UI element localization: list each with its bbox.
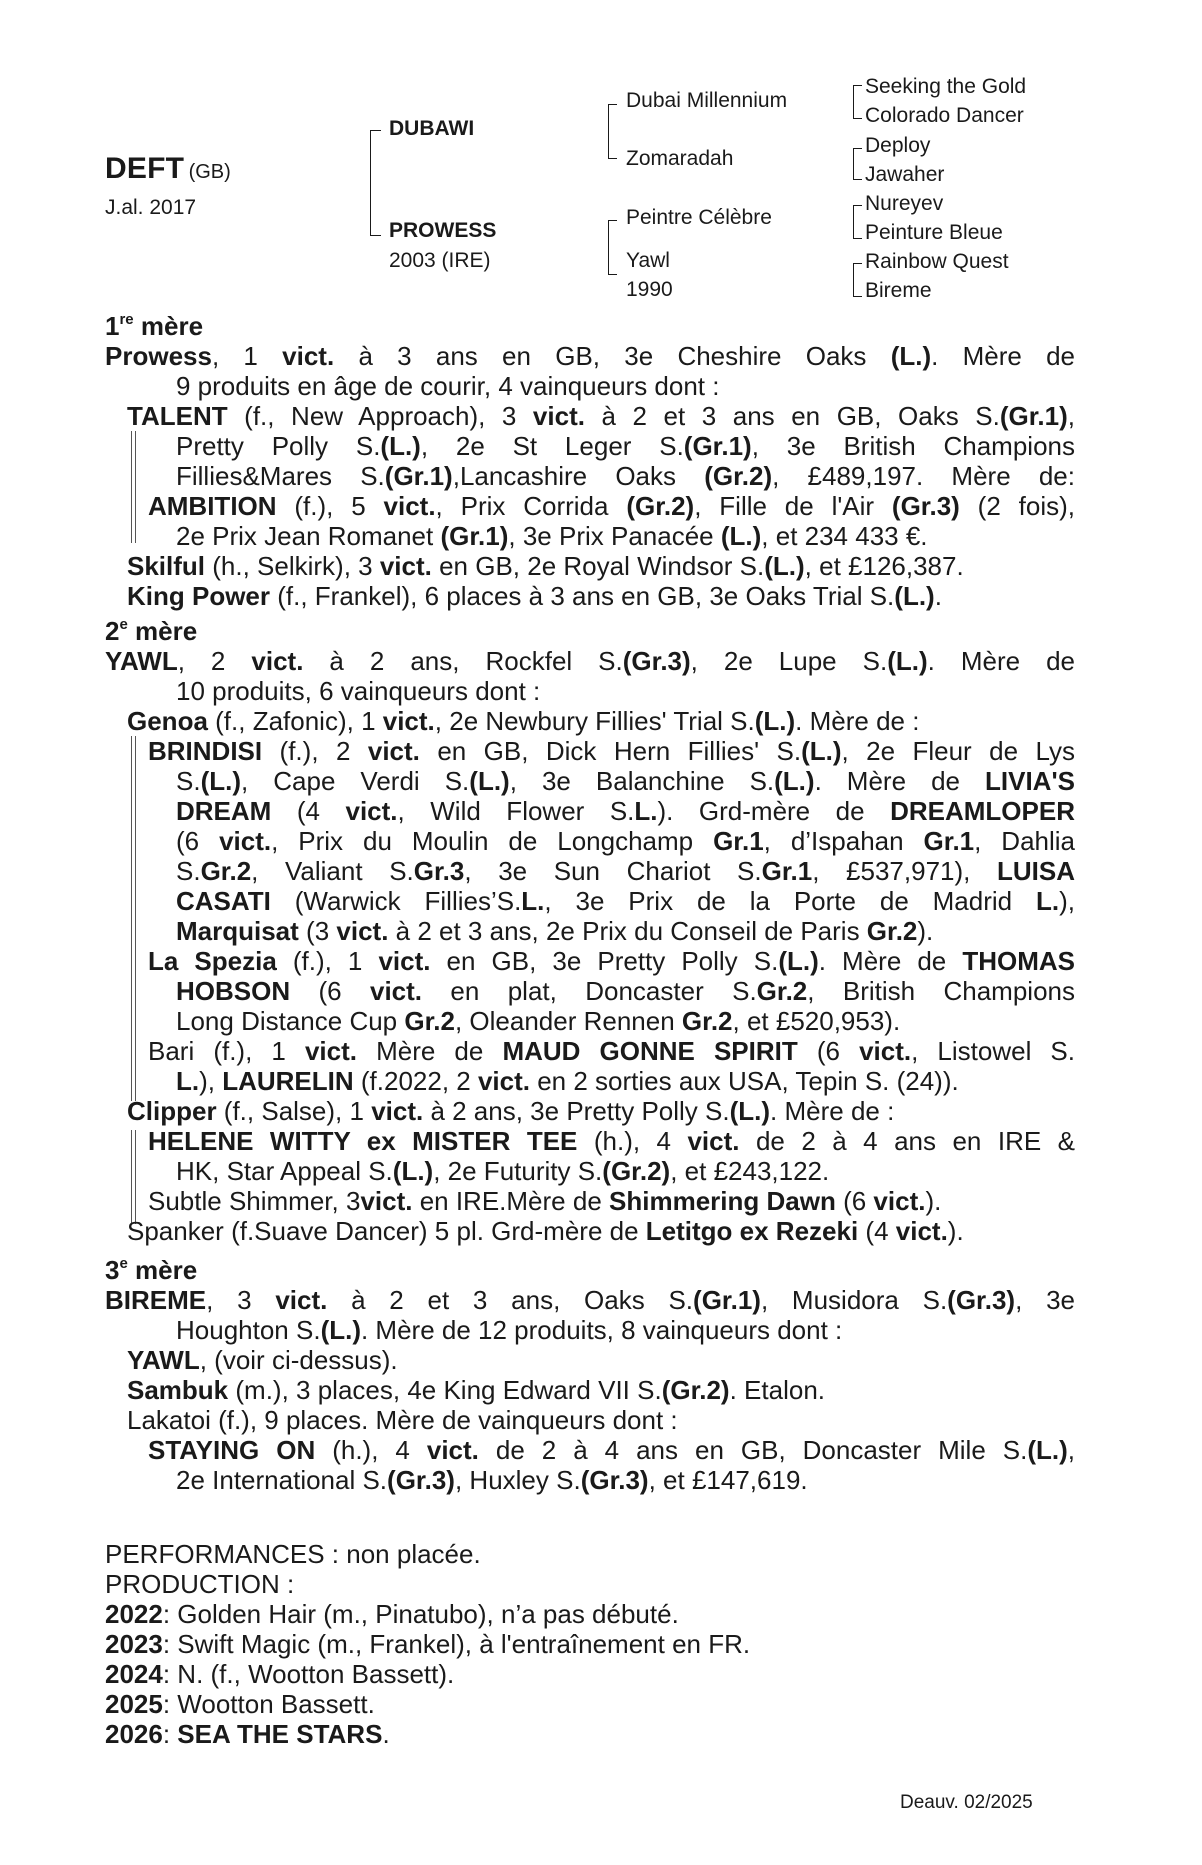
text: (6	[290, 976, 370, 1006]
text: (2 fois),	[959, 491, 1075, 521]
bold-text: (L.)	[754, 706, 796, 736]
performances: PERFORMANCES : non placée.	[105, 1539, 481, 1569]
gen2-sire-sire: Dubai Millennium	[626, 89, 788, 112]
bold-text: DREAMLOPER	[890, 796, 1075, 826]
bold-text: Gr.3	[413, 856, 465, 886]
production-item	[105, 1629, 1202, 1659]
text: ).	[925, 1186, 942, 1216]
text: en IRE.Mère de	[412, 1186, 610, 1216]
heading-second-dam	[105, 616, 1202, 646]
text: , 2e Fleur de Lys	[841, 736, 1075, 766]
bold-text: vict.	[532, 401, 585, 431]
text-line	[105, 1285, 1075, 1315]
text: de 2 à 4 ans en IRE &	[739, 1126, 1075, 1156]
bold-text: (L.)	[200, 766, 241, 796]
bold-text: vict.	[687, 1126, 740, 1156]
text-line	[176, 856, 1075, 886]
bold-text: vict.	[219, 826, 272, 856]
heading1-word: mère	[133, 311, 204, 341]
text: , 3e Prix Panacée	[508, 521, 721, 551]
text-line	[176, 1066, 1075, 1096]
text: ). Grd-mère de	[657, 796, 891, 826]
text: . Mère de 12 produits, 8 vainqueurs dont :	[360, 1315, 843, 1345]
text: , (voir ci-dessus).	[199, 1345, 398, 1375]
text: à 2 et 3 ans, 2e Prix du Conseil de Paris	[388, 916, 867, 946]
bold-text: (Gr.1)	[384, 461, 453, 491]
text: , 3e Sun Chariot S.	[464, 856, 762, 886]
production-text: : Swift Magic (m., Frankel), à l'entraînement en FR.	[162, 1629, 751, 1659]
text: (6	[176, 826, 220, 856]
gen2-dam-dam: Yawl	[626, 249, 670, 272]
text: , 2e Futurity S.	[433, 1156, 603, 1186]
text: , et £126,387.	[804, 551, 964, 581]
text: (3	[298, 916, 337, 946]
text: (f., Frankel), 6 places à 3 ans en GB, 3e Oaks Trial S.	[270, 581, 895, 611]
text: , 1	[211, 341, 283, 371]
gen3-6: Peinture Bleue	[865, 221, 1003, 244]
text: de 2 à 4 ans en GB, Doncaster Mile S.	[478, 1435, 1028, 1465]
bold-text: (L.)	[887, 646, 928, 676]
production-item	[105, 1659, 1202, 1689]
gen3-7: Rainbow Quest	[865, 250, 1009, 273]
gen3-4: Jawaher	[865, 163, 945, 186]
bold-text: (Gr.3)	[947, 1285, 1016, 1315]
text-line	[148, 1126, 1075, 1156]
text: ),	[1059, 886, 1075, 916]
text: , Wild Flower S.	[397, 796, 635, 826]
text: Lakatoi (f.), 9 places. Mère de vainqueurs dont :	[127, 1405, 678, 1435]
text: , 3	[206, 1285, 276, 1315]
text: , Prix du Moulin de Longchamp	[271, 826, 714, 856]
text: Pretty Polly S.	[176, 431, 381, 461]
text: (f., Salse), 1	[216, 1096, 372, 1126]
text: Subtle Shimmer, 3	[148, 1186, 361, 1216]
text-line	[127, 581, 1075, 611]
bold-text: vict.	[426, 1435, 479, 1465]
bold-text: LUISA	[996, 856, 1075, 886]
bold-text: L.	[634, 796, 658, 826]
heading-third-dam	[105, 1255, 1202, 1285]
heading2-word: mère	[127, 616, 198, 646]
text: en GB, Dick Hern Fillies' S.	[419, 736, 802, 766]
gen2-dam-sire: Peintre Célèbre	[626, 206, 772, 229]
indent-bar-talent	[131, 431, 136, 543]
text: Bari (f.), 1	[148, 1036, 305, 1066]
text: (h.), 4	[315, 1435, 427, 1465]
text: , 3e British Champions	[751, 431, 1075, 461]
text: ),	[199, 1066, 223, 1096]
text-line	[127, 706, 1075, 736]
text-line	[105, 341, 1075, 371]
bold-text: (Gr.1)	[999, 401, 1068, 431]
bold-text: Letitgo ex Rezeki	[645, 1216, 859, 1246]
text: (4	[271, 796, 346, 826]
text: à 2 et 3 ans, Oaks S.	[327, 1285, 694, 1315]
bold-text: Gr.2	[756, 976, 808, 1006]
bold-text: Gr.1	[761, 856, 813, 886]
text-line	[176, 1156, 1075, 1186]
bold-text: CASATI	[176, 886, 271, 916]
text-line	[127, 401, 1075, 431]
text: (6	[835, 1186, 874, 1216]
text: , Fille de l'Air	[694, 491, 892, 521]
text: . Etalon.	[729, 1375, 826, 1405]
production-text: : Wootton Bassett.	[162, 1689, 375, 1719]
horse-birth: J.al. 2017	[105, 196, 197, 219]
text-line	[176, 916, 1060, 946]
horse-name: DEFT	[105, 152, 185, 185]
horse-country: (GB)	[188, 161, 231, 183]
text-line	[148, 491, 1075, 521]
gen3-3: Deploy	[865, 134, 931, 157]
production-text: : Golden Hair (m., Pinatubo), n’a pas débuté.	[162, 1599, 679, 1629]
sire-name: DUBAWI	[389, 117, 475, 140]
bold-text: BIREME	[105, 1285, 207, 1315]
text: HK, Star Appeal S.	[176, 1156, 393, 1186]
text: ,Lancashire Oaks	[452, 461, 705, 491]
text: 2e Prix Jean Romanet	[176, 521, 441, 551]
production-text: :	[162, 1719, 178, 1749]
text: , 3e	[1015, 1285, 1075, 1315]
bold-text: (L.)	[801, 736, 842, 766]
text: , 3e Prix de la Porte de Madrid	[544, 886, 1036, 916]
bold-text: L.	[1036, 886, 1060, 916]
text: à 2 ans, 3e Pretty Polly S.	[423, 1096, 730, 1126]
bold-text: HOBSON	[176, 976, 291, 1006]
text: Fillies&Mares S.	[176, 461, 385, 491]
text: à 2 et 3 ans en GB, Oaks S.	[584, 401, 1000, 431]
bold-text: vict.	[895, 1216, 948, 1246]
text: (m.), 3 places, 4e King Edward VII S.	[228, 1375, 662, 1405]
heading3-word: mère	[127, 1255, 198, 1285]
text: , 2e Lupe S.	[690, 646, 888, 676]
bold-text: La Spezia	[148, 946, 277, 976]
text: , British Champions	[807, 976, 1075, 1006]
gen2-sire-dam: Zomaradah	[626, 147, 734, 170]
production-year: 2025	[105, 1689, 163, 1719]
bold-text: (L.)	[890, 341, 932, 371]
indent-bar-genoa	[131, 736, 136, 1101]
text: en plat, Doncaster S.	[422, 976, 757, 1006]
text-line	[127, 1375, 1075, 1405]
text: (h.), 4	[577, 1126, 688, 1156]
production-year: 2023	[105, 1629, 163, 1659]
text-line	[176, 676, 1075, 706]
bold-text: (Gr.3)	[891, 491, 960, 521]
text: , et £243,122.	[670, 1156, 830, 1186]
bold-text: (L.)	[778, 946, 819, 976]
heading3-num: 3	[105, 1255, 120, 1285]
bold-text: vict.	[379, 551, 432, 581]
bold-text: AMBITION	[148, 491, 277, 521]
text: 2e International S.	[176, 1465, 388, 1495]
text: en 2 sorties aux USA, Tepin S. (24)).	[530, 1066, 959, 1096]
bold-text: vict.	[336, 916, 389, 946]
heading2-sup: e	[119, 616, 128, 633]
bold-text: (Gr.2)	[602, 1156, 671, 1186]
bold-text: HELENE WITTY ex MISTER TEE	[148, 1126, 578, 1156]
bold-text: Gr.2	[866, 916, 918, 946]
text: (f.), 5	[276, 491, 384, 521]
text: , et £520,953).	[732, 1006, 901, 1036]
text: (Warwick Fillies’S.	[270, 886, 522, 916]
bold-text: YAWL	[127, 1345, 200, 1375]
text: (f.), 1	[276, 946, 379, 976]
text: , 3e Balanchine S.	[509, 766, 775, 796]
bold-text: vict.	[378, 946, 431, 976]
text: (f.), 2	[262, 736, 368, 766]
bold-text: vict.	[873, 1186, 926, 1216]
bold-text: (L.)	[720, 521, 762, 551]
text: en GB, 2e Royal Windsor S.	[431, 551, 765, 581]
text: . Mère de	[931, 341, 1075, 371]
text-line	[176, 766, 1075, 796]
text: , £489,197. Mère de:	[772, 461, 1075, 491]
bold-text: (L.)	[392, 1156, 434, 1186]
bold-text: (L.)	[469, 766, 510, 796]
text: , et £147,619.	[648, 1465, 808, 1495]
bold-text: (Gr.3)	[580, 1465, 649, 1495]
text-line	[176, 1465, 1075, 1495]
text: , Prix Corrida	[435, 491, 627, 521]
text: ).	[917, 916, 934, 946]
bold-text: Clipper	[127, 1096, 217, 1126]
text: 10 produits, 6 vainqueurs dont :	[176, 676, 541, 706]
text: Houghton S.	[176, 1315, 321, 1345]
indent-bar-clipper	[131, 1130, 136, 1224]
text: . Mère de	[818, 946, 963, 976]
production-item	[105, 1719, 1202, 1749]
bold-text: L.	[521, 886, 545, 916]
text: Mère de	[357, 1036, 503, 1066]
production-year: 2024	[105, 1659, 163, 1689]
text-line	[127, 1345, 1075, 1375]
text-line	[148, 736, 1075, 766]
text: , Listowel S.	[911, 1036, 1075, 1066]
text: , Huxley S.	[454, 1465, 581, 1495]
bold-text: Sambuk	[127, 1375, 229, 1405]
production-label: PRODUCTION :	[105, 1569, 295, 1599]
text: à 2 ans, Rockfel S.	[303, 646, 623, 676]
bold-text: (Gr.1)	[693, 1285, 761, 1315]
text-line	[127, 1405, 1075, 1435]
footer-date: Deauv. 02/2025	[900, 1792, 1033, 1813]
text: ).	[947, 1216, 964, 1246]
text-line	[176, 431, 1075, 461]
bold-text: THOMAS	[962, 946, 1075, 976]
text-line	[127, 551, 1075, 581]
bold-text: Skilful	[127, 551, 206, 581]
text: à 3 ans en GB, 3e Cheshire Oaks	[334, 341, 891, 371]
text: (4	[858, 1216, 896, 1246]
text: S.	[176, 766, 201, 796]
bold-text: (L.)	[320, 1315, 361, 1345]
gen3-1: Seeking the Gold	[865, 75, 1027, 98]
production-text: : N. (f., Wootton Bassett).	[162, 1659, 455, 1689]
bold-text: vict.	[360, 1186, 413, 1216]
bold-text: DREAM	[176, 796, 272, 826]
heading-first-dam	[105, 311, 1202, 341]
text: , 2	[177, 646, 252, 676]
bold-text: (Gr.2)	[661, 1375, 730, 1405]
bold-text: STAYING ON	[148, 1435, 316, 1465]
bold-text: vict.	[282, 341, 335, 371]
heading1-sup: re	[119, 311, 134, 328]
bold-text: vict.	[371, 1096, 424, 1126]
bold-text: Gr.1	[713, 826, 764, 856]
bold-text: L.	[176, 1066, 200, 1096]
bold-text: (Gr.1)	[440, 521, 509, 551]
bold-text: Genoa	[127, 706, 208, 736]
production-sire: SEA THE STARS	[177, 1719, 383, 1749]
text: . Mère de :	[770, 1096, 895, 1126]
text-line	[176, 826, 1075, 856]
text: (f., Zafonic), 1	[207, 706, 383, 736]
bold-text: Gr.2	[681, 1006, 733, 1036]
bold-text: TALENT	[127, 401, 228, 431]
production-year: 2022	[105, 1599, 163, 1629]
bold-text: vict.	[251, 646, 304, 676]
text: , Oleander Rennen	[454, 1006, 682, 1036]
text: (6	[797, 1036, 860, 1066]
bold-text: vict.	[304, 1036, 357, 1066]
text: , Musidora S.	[760, 1285, 948, 1315]
text-line	[127, 1216, 1075, 1246]
bold-text: vict.	[345, 796, 398, 826]
text: (f.2022, 2	[353, 1066, 478, 1096]
text: Spanker (f.Suave Dancer) 5 pl. Grd-mère de	[127, 1216, 646, 1246]
text-line	[148, 946, 1075, 976]
text-line	[176, 461, 1075, 491]
bold-text: vict.	[477, 1066, 530, 1096]
text: . Mère de	[927, 646, 1076, 676]
bold-text: (L.)	[1027, 1435, 1068, 1465]
production-item	[105, 1689, 1202, 1719]
text: .	[934, 581, 942, 611]
gen3-5: Nureyev	[865, 192, 944, 215]
bold-text: (L.)	[729, 1096, 771, 1126]
gen3-2: Colorado Dancer	[865, 104, 1024, 127]
bold-text: LIVIA'S	[985, 766, 1075, 796]
text: en GB, 3e Pretty Polly S.	[430, 946, 779, 976]
bold-text: LAURELIN	[222, 1066, 354, 1096]
bold-text: (L.)	[380, 431, 421, 461]
bold-text: vict.	[275, 1285, 328, 1315]
heading2-num: 2	[105, 616, 120, 646]
text: Long Distance Cup	[176, 1006, 405, 1036]
text: , 2e St Leger S.	[420, 431, 684, 461]
bold-text: BRINDISI	[148, 736, 263, 766]
text: S.	[176, 856, 201, 886]
text: , d’Ispahan	[763, 826, 924, 856]
bold-text: (Gr.1)	[683, 431, 752, 461]
bold-text: Prowess	[105, 341, 212, 371]
bold-text: MAUD GONNE SPIRIT	[502, 1036, 798, 1066]
text-line	[148, 1435, 1075, 1465]
bold-text: Marquisat	[176, 916, 299, 946]
bold-text: (Gr.2)	[626, 491, 695, 521]
bold-text: vict.	[382, 706, 435, 736]
text-line	[127, 1096, 1075, 1126]
bold-text: vict.	[383, 491, 436, 521]
bold-text: (Gr.2)	[704, 461, 773, 491]
bold-text: Gr.2	[200, 856, 252, 886]
text: , 2e Newbury Fillies' Trial S.	[434, 706, 755, 736]
bold-text: Gr.1	[923, 826, 975, 856]
text-line	[176, 371, 1075, 401]
text: , Cape Verdi S.	[241, 766, 470, 796]
bold-text: Gr.2	[404, 1006, 455, 1036]
production-year: 2026	[105, 1719, 163, 1749]
bold-text: Shimmering Dawn	[609, 1186, 836, 1216]
text: ,	[1067, 401, 1075, 431]
bold-text: (L.)	[764, 551, 805, 581]
bold-text: vict.	[370, 976, 423, 1006]
heading1-num: 1	[105, 311, 120, 341]
text: , Valiant S.	[251, 856, 414, 886]
bold-text: vict.	[859, 1036, 912, 1066]
text-line	[148, 1186, 1075, 1216]
gen3-8: Bireme	[865, 279, 932, 302]
text-line	[105, 646, 1075, 676]
gen2-dam-dam-year: 1990	[626, 278, 673, 301]
text: , et 234 433 €.	[761, 521, 928, 551]
bold-text: (Gr.3)	[387, 1465, 455, 1495]
bold-text: (L.)	[774, 766, 815, 796]
production-end: .	[382, 1719, 390, 1749]
text-line	[176, 521, 1050, 551]
dam-year: 2003 (IRE)	[389, 249, 491, 272]
text: (f., New Approach), 3	[227, 401, 533, 431]
text: , £537,971),	[812, 856, 997, 886]
heading3-sup: e	[119, 1255, 128, 1272]
bold-text: (L.)	[894, 581, 935, 611]
bold-text: YAWL	[105, 646, 178, 676]
text-line	[176, 886, 1075, 916]
bold-text: (Gr.3)	[622, 646, 691, 676]
text: . Mère de :	[795, 706, 920, 736]
text-line	[148, 1036, 1075, 1066]
dam-name: PROWESS	[389, 219, 497, 242]
text: . Mère de	[814, 766, 986, 796]
bold-text: King Power	[127, 581, 271, 611]
text: ,	[1067, 1435, 1075, 1465]
text-line	[176, 976, 1075, 1006]
text-line	[176, 1006, 1050, 1036]
text: , Dahlia	[974, 826, 1075, 856]
text-line	[176, 796, 1075, 826]
text: (h., Selkirk), 3	[205, 551, 380, 581]
bold-text: vict.	[367, 736, 420, 766]
production-item	[105, 1599, 1202, 1629]
text-line	[176, 1315, 1075, 1345]
text: 9 produits en âge de courir, 4 vainqueurs dont :	[176, 371, 720, 401]
